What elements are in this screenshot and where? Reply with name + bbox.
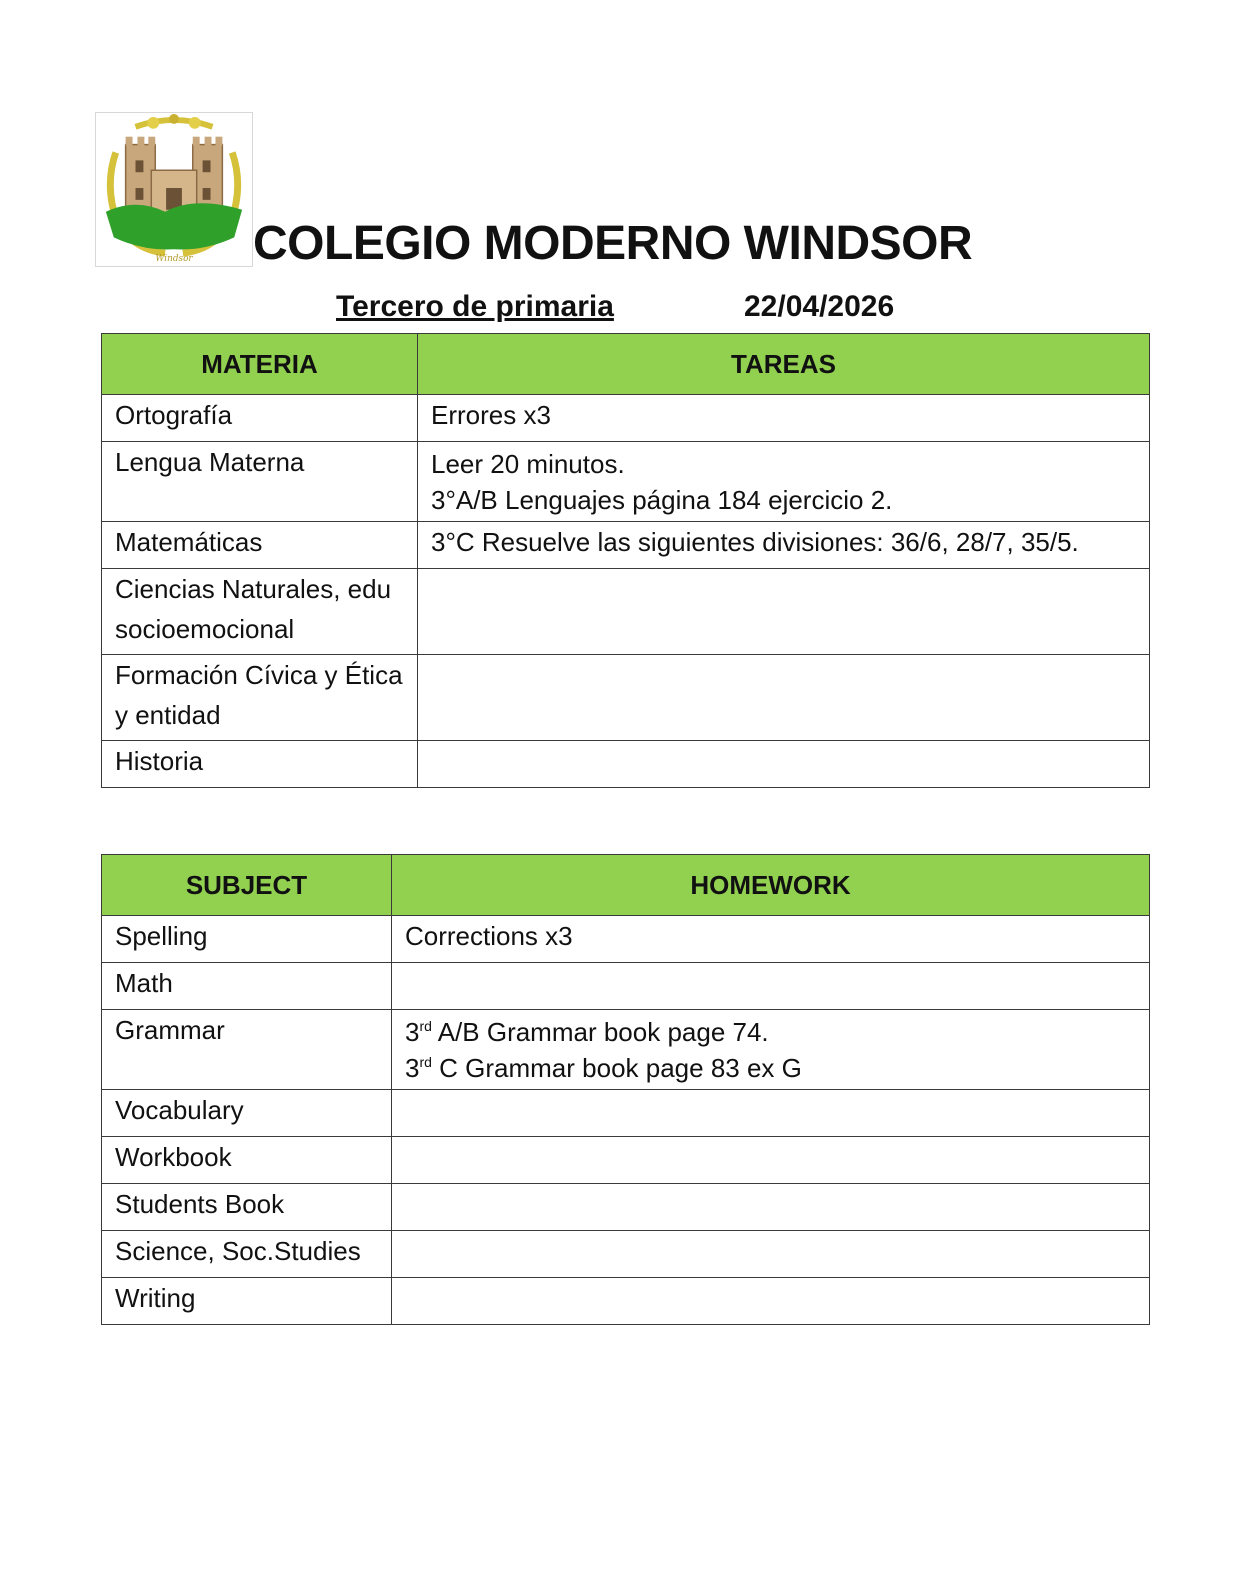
task-cell — [392, 1278, 1150, 1325]
subject-cell: Matemáticas — [102, 522, 418, 569]
task-cell — [392, 916, 1150, 963]
task-cell — [418, 741, 1150, 788]
subject-header: SUBJECT — [102, 855, 392, 916]
task-line: Leer 20 minutos. — [431, 449, 625, 479]
task-cell — [418, 522, 1150, 569]
table-row — [102, 1090, 1150, 1137]
subject-cell: Workbook — [102, 1137, 392, 1184]
homework-table — [101, 854, 1150, 1325]
subject-cell: Vocabulary — [102, 1090, 392, 1137]
table-row — [102, 916, 1150, 963]
task-cell — [392, 1010, 1150, 1090]
castle-crest-icon — [96, 113, 252, 266]
task-cell — [418, 442, 1150, 522]
task-cell — [392, 1137, 1150, 1184]
subject-cell: Math — [102, 963, 392, 1010]
subject-cell: Science, Soc.Studies — [102, 1231, 392, 1278]
subject-cell: Formación Cívica y Ética y entidad — [102, 655, 418, 741]
table-row — [102, 569, 1150, 655]
table-row — [102, 741, 1150, 788]
subject-cell: Grammar — [102, 1010, 392, 1090]
homework-header: HOMEWORK — [392, 855, 1150, 916]
subject-cell: Writing — [102, 1278, 392, 1325]
materia-header: MATERIA — [102, 334, 418, 395]
task-line: Corrections x3 — [405, 921, 573, 951]
task-cell — [392, 1184, 1150, 1231]
task-cell — [392, 1231, 1150, 1278]
subject-cell: Lengua Materna — [102, 442, 418, 522]
table-header-row — [102, 855, 1150, 916]
table-row — [102, 1184, 1150, 1231]
grade-label: Tercero de primaria — [336, 290, 614, 323]
table-row — [102, 1231, 1150, 1278]
task-cell — [418, 655, 1150, 741]
task-line: 3°A/B Lenguajes página 184 ejercicio 2. — [431, 485, 893, 515]
school-logo — [95, 112, 253, 267]
tareas-header: TAREAS — [418, 334, 1150, 395]
subject-cell: Historia — [102, 741, 418, 788]
table-row — [102, 1137, 1150, 1184]
table-row — [102, 522, 1150, 569]
table-row — [102, 1010, 1150, 1090]
task-line: 3rd C Grammar book page 83 ex G — [405, 1053, 802, 1083]
subject-cell: Ciencias Naturales, edu socioemocional — [102, 569, 418, 655]
task-cell — [392, 1090, 1150, 1137]
subject-cell: Students Book — [102, 1184, 392, 1231]
subject-cell: Ortografía — [102, 395, 418, 442]
table-row — [102, 655, 1150, 741]
date-label: 22/04/2026 — [744, 290, 895, 323]
svg-text:Windsor: Windsor — [155, 254, 193, 265]
tareas-table — [101, 333, 1150, 788]
task-cell — [418, 569, 1150, 655]
task-cell — [418, 395, 1150, 442]
task-line: 3rd A/B Grammar book page 74. — [405, 1017, 769, 1047]
task-line: Errores x3 — [431, 400, 551, 430]
task-line: 3°C Resuelve las siguientes divisiones: 36/6, 28/7, 35/5. — [431, 527, 1079, 557]
table-row — [102, 963, 1150, 1010]
table-row — [102, 442, 1150, 522]
task-cell — [392, 963, 1150, 1010]
subject-cell: Spelling — [102, 916, 392, 963]
table-header-row — [102, 334, 1150, 395]
table-row — [102, 395, 1150, 442]
table-row — [102, 1278, 1150, 1325]
school-title: COLEGIO MODERNO WINDSOR — [253, 217, 973, 270]
